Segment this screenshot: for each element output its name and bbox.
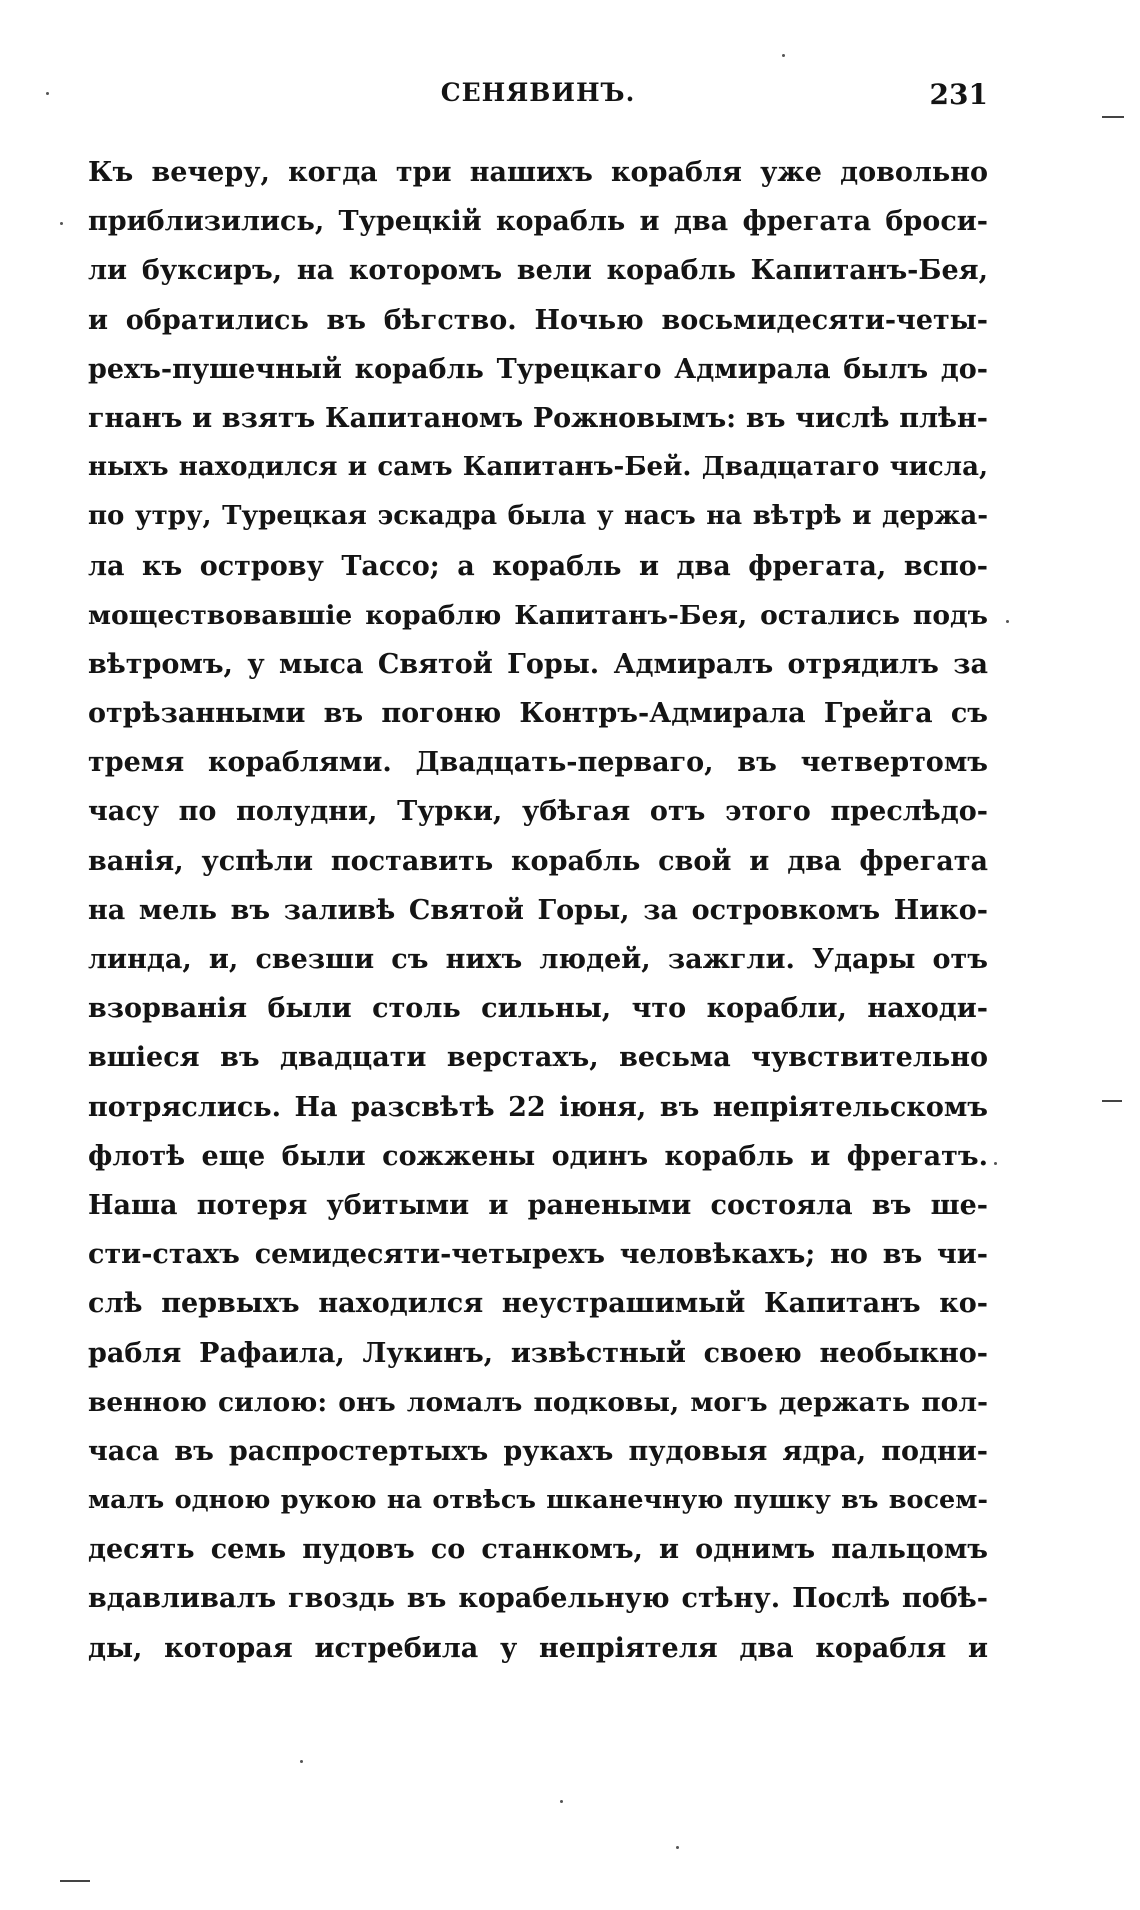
text-line: флотѣ еще были сожжены одинъ корабль и фрегатъ.: [88, 1140, 988, 1172]
scan-speck: [676, 1846, 679, 1849]
scan-speck: [300, 1760, 303, 1763]
scan-speck: [782, 54, 785, 57]
text-line: вдавливалъ гвоздь въ корабельную стѣну. Послѣ побѣ-: [88, 1583, 988, 1615]
text-line: ли буксиръ, на которомъ вели корабль Капитанъ-Бея,: [88, 255, 988, 287]
scan-edge-mark: [60, 1880, 90, 1882]
text-line: вѣтромъ, у мыса Святой Горы. Адмиралъ отрядилъ за: [88, 648, 988, 680]
text-line: сти-стахъ семидесяти-четырехъ человѣкахъ; но въ чи-: [88, 1239, 988, 1271]
text-line: моществовавшіе кораблю Капитанъ-Бея, остались подъ: [88, 599, 988, 631]
running-head: [88, 78, 988, 118]
text-line: рехъ-пушечный корабль Турецкаго Адмирала былъ до-: [88, 353, 988, 385]
scan-speck: [994, 1162, 997, 1165]
text-line: вшіеся въ двадцати верстахъ, весьма чувствительно: [88, 1042, 988, 1074]
scan-speck: [46, 92, 49, 95]
text-line: приблизились, Турецкій корабль и два фрегата броси-: [88, 206, 988, 238]
text-line: на мель въ заливѣ Святой Горы, за островкомъ Нико-: [88, 894, 988, 926]
scan-edge-mark: [1102, 116, 1124, 118]
text-line: потряслись. На разсвѣтѣ 22 іюня, въ непріятельскомъ: [88, 1091, 988, 1123]
text-line: ныхъ находился и самъ Капитанъ-Бей. Двадцатаго числа,: [88, 452, 988, 483]
text-line: и обратились въ бѣгство. Ночью восьмидесяти-четы-: [88, 304, 988, 336]
text-line: Къ вечеру, когда три нашихъ корабля уже довольно: [88, 157, 988, 188]
text-line: по утру, Турецкая эскадра была у насъ на вѣтрѣ и держа-: [88, 501, 988, 532]
text-line: ванія, успѣли поставить корабль свой и два фрегата: [88, 845, 988, 877]
scan-speck: [1006, 620, 1009, 623]
scan-speck: [560, 1800, 563, 1803]
page-number: 231: [929, 78, 988, 111]
text-line: тремя кораблями. Двадцать-перваго, въ четвертомъ: [88, 747, 988, 779]
scan-edge-mark: [1102, 1100, 1122, 1102]
text-line: ды, которая истребила у непріятеля два корабля и: [88, 1632, 988, 1664]
text-line: малъ одною рукою на отвѣсъ шканечную пушку въ восем-: [88, 1485, 988, 1516]
text-line: слѣ первыхъ находился неустрашимый Капитанъ ко-: [88, 1288, 988, 1320]
text-line: гнанъ и взятъ Капитаномъ Рожновымъ: въ числѣ плѣн-: [88, 402, 988, 434]
text-line: часа въ распростертыхъ рукахъ пудовыя ядра, подни-: [88, 1435, 988, 1467]
text-line: ла къ острову Тассо; а корабль и два фрегата, вспо-: [88, 550, 988, 582]
text-line: линда, и, свезши съ нихъ людей, зажгли. Удары отъ: [88, 944, 988, 975]
running-title: СЕНЯВИНЪ.: [440, 78, 636, 107]
text-line: десять семь пудовъ со станкомъ, и однимъ пальцомъ: [88, 1534, 988, 1566]
text-line: рабля Рафаила, Лукинъ, извѣстный своею необыкно-: [88, 1337, 988, 1369]
scan-speck: [60, 222, 63, 225]
text-line: часу по полудни, Турки, убѣгая отъ этого преслѣдо-: [88, 796, 988, 828]
text-line: взорванія были столь сильны, что корабли, находи-: [88, 993, 988, 1025]
body-text: [88, 148, 988, 1673]
text-line: венною силою: онъ ломалъ подковы, могъ держать пол-: [88, 1386, 988, 1418]
text-line: Наша потеря убитыми и ранеными состояла въ ше-: [88, 1189, 988, 1221]
text-line: отрѣзанными въ погоню Контръ-Адмирала Грейга съ: [88, 698, 988, 730]
